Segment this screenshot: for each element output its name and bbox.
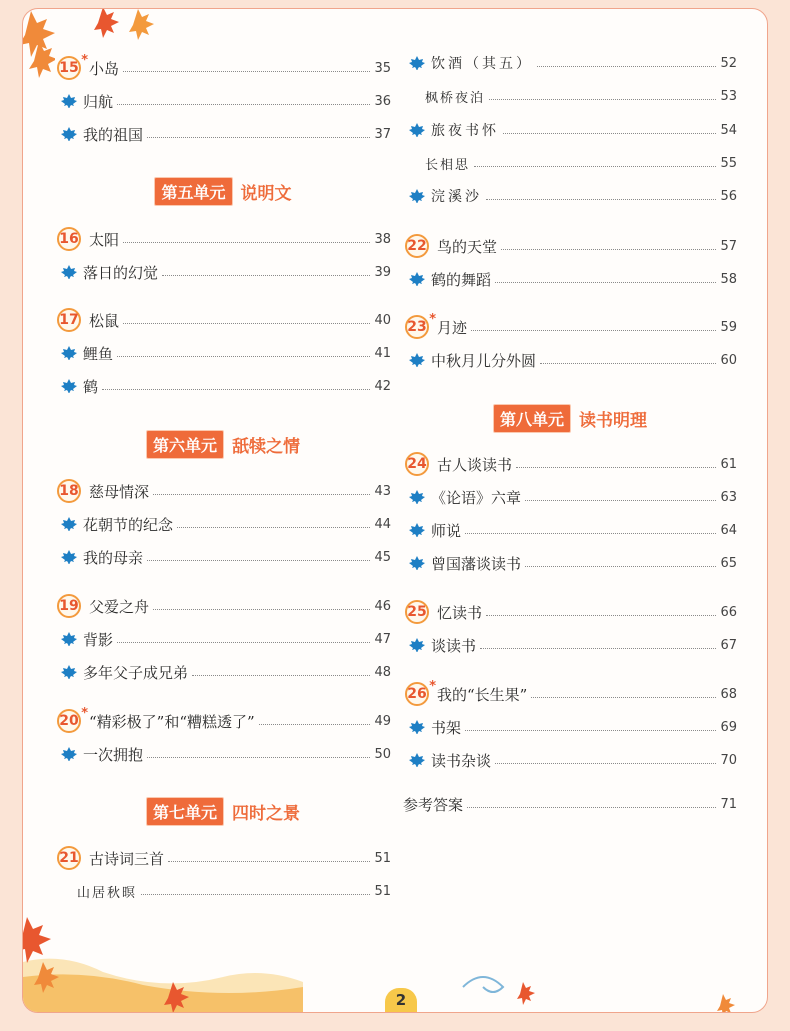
entry-page-number: 69 (720, 719, 737, 735)
toc-entry[interactable] (403, 234, 737, 258)
entry-title: 归航 (83, 92, 114, 111)
entry-title: 我的“长生果” (437, 685, 528, 704)
entry-title: 父爱之舟 (89, 597, 150, 616)
entry-title: 中秋月儿分外圆 (431, 351, 537, 370)
dot-leader (153, 609, 370, 610)
dot-leader (480, 648, 716, 649)
unit-badge: 第八单元 (493, 404, 571, 433)
toc-entry[interactable] (403, 267, 737, 291)
lesson-number-marker (403, 452, 431, 476)
entry-title: 松鼠 (89, 311, 120, 330)
leaf-icon (55, 265, 83, 279)
leaf-icon (403, 753, 431, 767)
entry-title: 小岛 (89, 59, 120, 78)
lesson-number-marker (55, 53, 88, 80)
lesson-number-marker (403, 234, 431, 258)
entry-title: 谈读书 (431, 636, 477, 655)
star-icon: * (81, 706, 88, 721)
leaf-icon (55, 550, 83, 564)
dot-leader (141, 894, 370, 895)
entry-title: 花朝节的纪念 (83, 515, 174, 534)
lesson-number-marker (55, 594, 83, 618)
lesson-number: 18 (57, 479, 81, 503)
dot-leader (123, 323, 370, 324)
toc-entry[interactable] (403, 151, 737, 175)
dot-leader (489, 99, 716, 100)
entry-page-number: 48 (374, 664, 391, 680)
toc-entry[interactable] (55, 627, 391, 651)
dot-leader (501, 249, 716, 250)
dot-leader (531, 697, 716, 698)
toc-entry[interactable] (55, 308, 391, 332)
toc-entry[interactable] (403, 485, 737, 509)
toc-entry[interactable] (55, 879, 391, 903)
entry-page-number: 60 (720, 352, 737, 368)
unit-title: 读书明理 (579, 410, 647, 431)
toc-entry[interactable] (403, 118, 737, 142)
entry-page-number: 37 (374, 126, 391, 142)
lesson-number-marker (403, 679, 436, 706)
entry-page-number: 54 (720, 122, 737, 138)
entry-page-number: 42 (374, 378, 391, 394)
leaf-icon (403, 353, 431, 367)
entry-title: 山居秋暝 (77, 885, 138, 901)
leaf-icon (55, 747, 83, 761)
leaf-icon (403, 720, 431, 734)
toc-page (22, 8, 768, 1013)
toc-entry[interactable] (55, 227, 391, 251)
entry-page-number: 51 (374, 850, 391, 866)
lesson-number-marker (55, 479, 83, 503)
entry-page-number: 56 (720, 188, 737, 204)
lesson-number: 21 (57, 846, 81, 870)
entry-page-number: 58 (720, 271, 737, 287)
toc-entry[interactable] (403, 748, 737, 772)
dot-leader (467, 807, 716, 808)
leaf-icon (403, 638, 431, 652)
entry-title: 长相思 (425, 157, 471, 173)
dot-leader (117, 642, 370, 643)
dot-leader (123, 242, 370, 243)
leaf-icon (403, 56, 431, 70)
toc-entry[interactable] (55, 846, 391, 870)
entry-page-number: 68 (720, 686, 737, 702)
dot-leader (516, 467, 716, 468)
toc-entry[interactable] (55, 512, 391, 536)
leaf-icon (55, 632, 83, 646)
entry-page-number: 59 (720, 319, 737, 335)
entry-page-number: 49 (374, 713, 391, 729)
dot-leader (192, 675, 370, 676)
dot-leader (525, 566, 716, 567)
unit-title: 说明文 (240, 183, 292, 204)
dot-leader (503, 133, 716, 134)
dot-leader (537, 66, 716, 67)
entry-page-number: 63 (720, 489, 737, 505)
toc-entry[interactable] (55, 594, 391, 618)
entry-title: 师说 (431, 521, 462, 540)
dot-leader (465, 533, 716, 534)
leaf-icon (55, 665, 83, 679)
lesson-number: 23 * (405, 315, 429, 339)
entry-title: 读书杂谈 (431, 751, 492, 770)
entry-title: 鹤的舞蹈 (431, 270, 492, 289)
dot-leader (474, 166, 716, 167)
dot-leader (540, 363, 716, 364)
dot-leader (177, 527, 370, 528)
leaf-icon (403, 523, 431, 537)
toc-entry[interactable] (403, 348, 737, 372)
dot-leader (465, 730, 716, 731)
entry-title: 参考答案 (403, 795, 464, 814)
leaf-icon (55, 346, 83, 360)
unit-heading (55, 797, 391, 825)
entry-page-number: 61 (720, 456, 737, 472)
entry-page-number: 43 (374, 483, 391, 499)
leaf-icon (403, 123, 431, 137)
entry-title: 书架 (431, 718, 462, 737)
entry-title: 慈母情深 (89, 482, 150, 501)
toc-entry[interactable] (403, 452, 737, 476)
dot-leader (147, 757, 370, 758)
entry-page-number: 47 (374, 631, 391, 647)
toc-entry[interactable] (55, 374, 391, 398)
lesson-number: 15 * (57, 56, 81, 80)
dot-leader (259, 724, 371, 725)
unit-title: 舐犊之情 (232, 436, 300, 457)
entry-page-number: 70 (720, 752, 737, 768)
dot-leader (102, 389, 370, 390)
entry-page-number: 36 (374, 93, 391, 109)
unit-heading (55, 430, 391, 458)
leaf-icon (55, 94, 83, 108)
toc-entry[interactable] (403, 551, 737, 575)
lesson-number: 17 (57, 308, 81, 332)
lesson-number: 20 * (57, 709, 81, 733)
entry-title: 枫桥夜泊 (425, 90, 486, 106)
entry-page-number: 64 (720, 522, 737, 538)
dot-leader (117, 356, 370, 357)
entry-title: 曾国藩谈读书 (431, 554, 522, 573)
leaf-icon (403, 189, 431, 203)
lesson-number: 22 (405, 234, 429, 258)
dot-leader (486, 199, 716, 200)
entry-page-number: 71 (720, 796, 737, 812)
toc-entry[interactable] (403, 600, 737, 624)
lesson-number: 16 (57, 227, 81, 251)
entry-title: 浣溪沙 (431, 189, 482, 205)
unit-badge: 第七单元 (146, 797, 224, 826)
entry-title: 古人谈读书 (437, 455, 513, 474)
lesson-number-marker (55, 227, 83, 251)
entry-title: 落日的幻觉 (83, 263, 159, 282)
unit-badge: 第五单元 (154, 177, 232, 206)
entry-page-number: 51 (374, 883, 391, 899)
entry-page-number: 57 (720, 238, 737, 254)
toc-entry[interactable] (403, 679, 737, 706)
toc-entry[interactable] (403, 518, 737, 542)
entry-title: 鹤 (83, 377, 99, 396)
entry-page-number: 39 (374, 264, 391, 280)
lesson-number-marker (55, 308, 83, 332)
leaf-icon (403, 556, 431, 570)
dot-leader (162, 275, 370, 276)
leaf-icon (403, 490, 431, 504)
entry-title: 一次拥抱 (83, 745, 144, 764)
entry-page-number: 50 (374, 746, 391, 762)
unit-heading (403, 404, 737, 432)
toc-entry[interactable] (55, 660, 391, 684)
entry-page-number: 65 (720, 555, 737, 571)
entry-title: 忆读书 (437, 603, 483, 622)
toc-entry[interactable] (55, 479, 391, 503)
maple-leaf-left-edge (25, 39, 55, 79)
lesson-number: 24 (405, 452, 429, 476)
toc-entry[interactable] (55, 53, 391, 80)
star-icon: * (429, 312, 436, 327)
entry-title: 多年父子成兄弟 (83, 663, 189, 682)
lesson-number: 25 (405, 600, 429, 624)
entry-title: 古诗词三首 (89, 849, 165, 868)
dot-leader (486, 615, 716, 616)
dot-leader (495, 763, 716, 764)
entry-page-number: 52 (720, 55, 737, 71)
toc-entry[interactable] (55, 706, 391, 733)
toc-entry[interactable] (55, 742, 391, 766)
entry-title: 背影 (83, 630, 114, 649)
entry-title: 鲤鱼 (83, 344, 114, 363)
dot-leader (495, 282, 716, 283)
entry-page-number: 35 (374, 60, 391, 76)
dot-leader (147, 560, 370, 561)
toc-entry[interactable] (403, 51, 737, 75)
entry-page-number: 66 (720, 604, 737, 620)
entry-page-number: 45 (374, 549, 391, 565)
entry-title: 《论语》六章 (431, 488, 522, 507)
toc-entry[interactable] (403, 84, 737, 108)
toc-entry[interactable] (55, 89, 391, 113)
unit-badge: 第六单元 (146, 430, 224, 459)
entry-title: 我的祖国 (83, 125, 144, 144)
dot-leader (153, 494, 370, 495)
lesson-number: 26 * (405, 682, 429, 706)
toc-entry[interactable] (55, 545, 391, 569)
entry-page-number: 53 (720, 88, 737, 104)
entry-page-number: 41 (374, 345, 391, 361)
leaf-icon (55, 127, 83, 141)
lesson-number-marker (55, 706, 88, 733)
lesson-number: 19 (57, 594, 81, 618)
leaf-icon (55, 517, 83, 531)
leaf-icon (55, 379, 83, 393)
entry-page-number: 67 (720, 637, 737, 653)
dot-leader (525, 500, 716, 501)
unit-title: 四时之景 (232, 803, 300, 824)
toc-entry[interactable] (403, 715, 737, 739)
dot-leader (147, 137, 370, 138)
toc-entry[interactable] (55, 341, 391, 365)
entry-page-number: 38 (374, 231, 391, 247)
entry-page-number: 40 (374, 312, 391, 328)
entry-page-number: 44 (374, 516, 391, 532)
entry-page-number: 55 (720, 155, 737, 171)
toc-entry[interactable] (55, 260, 391, 284)
lesson-number-marker (403, 312, 436, 339)
entry-title: 鸟的天堂 (437, 237, 498, 256)
entry-title: 饮酒（其五） (431, 56, 533, 72)
entry-title: 月迹 (437, 318, 468, 337)
entry-title: 旅夜书怀 (431, 123, 499, 139)
dot-leader (471, 330, 716, 331)
leaf-icon (403, 272, 431, 286)
dot-leader (168, 861, 370, 862)
lesson-number-marker (403, 600, 431, 624)
entry-title: “精彩极了”和“糟糕透了” (89, 712, 255, 731)
toc-entry[interactable] (55, 122, 391, 146)
entry-title: 太阳 (89, 230, 120, 249)
star-icon: * (81, 53, 88, 68)
dot-leader (123, 71, 370, 72)
toc-entry[interactable] (403, 184, 737, 208)
star-icon: * (429, 679, 436, 694)
toc-entry[interactable] (403, 633, 737, 657)
toc-entry[interactable] (403, 792, 737, 816)
entry-page-number: 46 (374, 598, 391, 614)
dot-leader (117, 104, 370, 105)
page-number: 2 (385, 988, 417, 1012)
unit-heading (55, 177, 391, 205)
toc-entry[interactable] (403, 312, 737, 339)
lesson-number-marker (55, 846, 83, 870)
entry-title: 我的母亲 (83, 548, 144, 567)
